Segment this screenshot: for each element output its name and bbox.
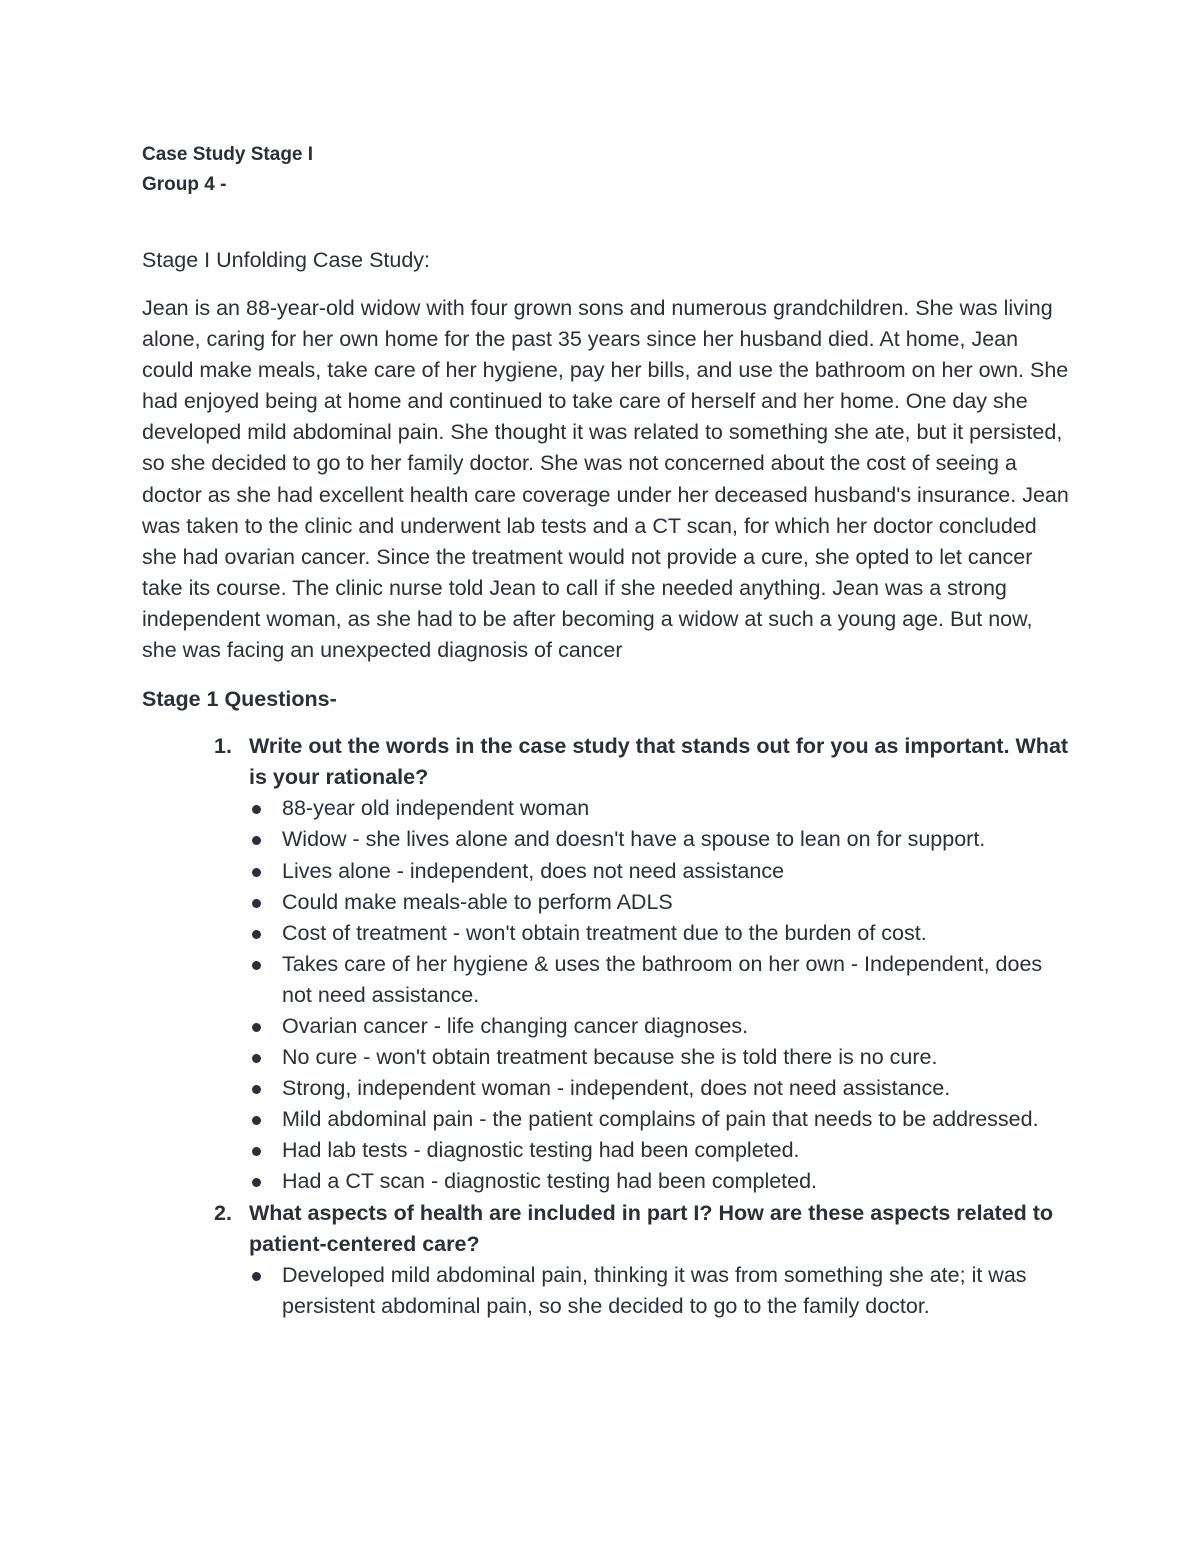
answer-item — [249, 1042, 1072, 1073]
bullet-icon — [252, 836, 261, 845]
bullet-icon — [252, 930, 261, 939]
answer-item — [249, 918, 1072, 949]
case-study-paragraph: Jean is an 88-year-old widow with four grown sons and numerous grandchildren. She was living alone, caring for her own home for the past 35 years since her husband died. At home, Jean could make meals, take care of her hygiene, pay her bills, and use the bathroom on her own. She had enjoyed being at home and continued to take care of herself and her home. One day she developed mild abdominal pain. She thought it was related to something she ate, but it persisted, so she decided to go to her family doctor. She was not concerned about the cost of seeing a doctor as she had excellent health care coverage under her deceased husband's insurance. Jean was taken to the clinic and underwent lab tests and a CT scan, for which her doctor concluded she had ovarian cancer. Since the treatment would not provide a cure, she opted to let cancer take its course. The clinic nurse told Jean to call if she needed anything. Jean was a strong independent woman, as she had to be after becoming a widow at such a young age. But now, she was facing an unexpected diagnosis of cancer — [142, 296, 1069, 663]
document-title: Case Study Stage I — [142, 144, 314, 165]
question-number: 2. — [214, 1200, 232, 1225]
answer-item — [249, 949, 1072, 1011]
bullet-icon — [252, 961, 261, 970]
bullet-icon — [252, 1116, 261, 1125]
answer-text: Ovarian cancer - life changing cancer diagnoses. — [282, 1013, 749, 1038]
bullet-icon — [252, 1272, 261, 1281]
document-page — [142, 140, 1072, 1322]
answer-item — [249, 1011, 1072, 1042]
bullet-icon — [252, 1085, 261, 1094]
question-number: 1. — [214, 734, 232, 759]
group-label: Group 4 - — [142, 174, 227, 195]
answer-text: Strong, independent woman - independent, does not need assistance. — [282, 1076, 951, 1101]
bullet-icon — [252, 1023, 261, 1032]
answer-text: Widow - she lives alone and doesn't have a spouse to lean on for support. — [282, 827, 986, 852]
answer-text: Had a CT scan - diagnostic testing had been completed. — [282, 1169, 818, 1194]
bullet-icon — [252, 868, 261, 877]
answer-list — [249, 793, 1072, 1197]
answer-item — [249, 1166, 1072, 1197]
answer-item — [249, 1073, 1072, 1104]
question-item-2 — [142, 1198, 1072, 1322]
case-study-label: Stage I Unfolding Case Study: — [142, 248, 431, 272]
answer-item — [249, 1104, 1072, 1135]
answer-text: Cost of treatment - won't obtain treatment due to the burden of cost. — [282, 920, 927, 945]
answer-text: Mild abdominal pain - the patient complains of pain that needs to be addressed. — [282, 1107, 1039, 1132]
answer-text: Takes care of her hygiene & uses the bathroom on her own - Independent, does not need assistance. — [282, 951, 1043, 1007]
answer-text: 88-year old independent woman — [282, 796, 590, 821]
answer-item — [249, 793, 1072, 824]
bullet-icon — [252, 1147, 261, 1156]
answer-item — [249, 887, 1072, 918]
answer-item — [249, 856, 1072, 887]
question-text: Write out the words in the case study that stands out for you as important. What is your rationale? — [249, 734, 1069, 790]
bullet-icon — [252, 805, 261, 814]
answer-item — [249, 1260, 1072, 1322]
answer-list — [249, 1260, 1072, 1322]
bullet-icon — [252, 1054, 261, 1063]
questions-section-title: Stage 1 Questions- — [142, 687, 337, 712]
answer-text: No cure - won't obtain treatment because she is told there is no cure. — [282, 1045, 938, 1070]
answer-text: Developed mild abdominal pain, thinking it was from something she ate; it was persistent abdominal pain, so she decided to go to the family doctor. — [282, 1262, 1027, 1318]
bullet-icon — [252, 899, 261, 908]
answer-text: Had lab tests - diagnostic testing had been completed. — [282, 1138, 800, 1163]
bullet-icon — [252, 1178, 261, 1187]
answer-item — [249, 824, 1072, 855]
question-item-1 — [142, 731, 1072, 1197]
answer-item — [249, 1135, 1072, 1166]
questions-list — [142, 731, 1072, 1322]
question-text: What aspects of health are included in part I? How are these aspects related to patient-centered care? — [249, 1200, 1054, 1256]
answer-text: Could make meals-able to perform ADLS — [282, 889, 673, 914]
answer-text: Lives alone - independent, does not need assistance — [282, 858, 785, 883]
